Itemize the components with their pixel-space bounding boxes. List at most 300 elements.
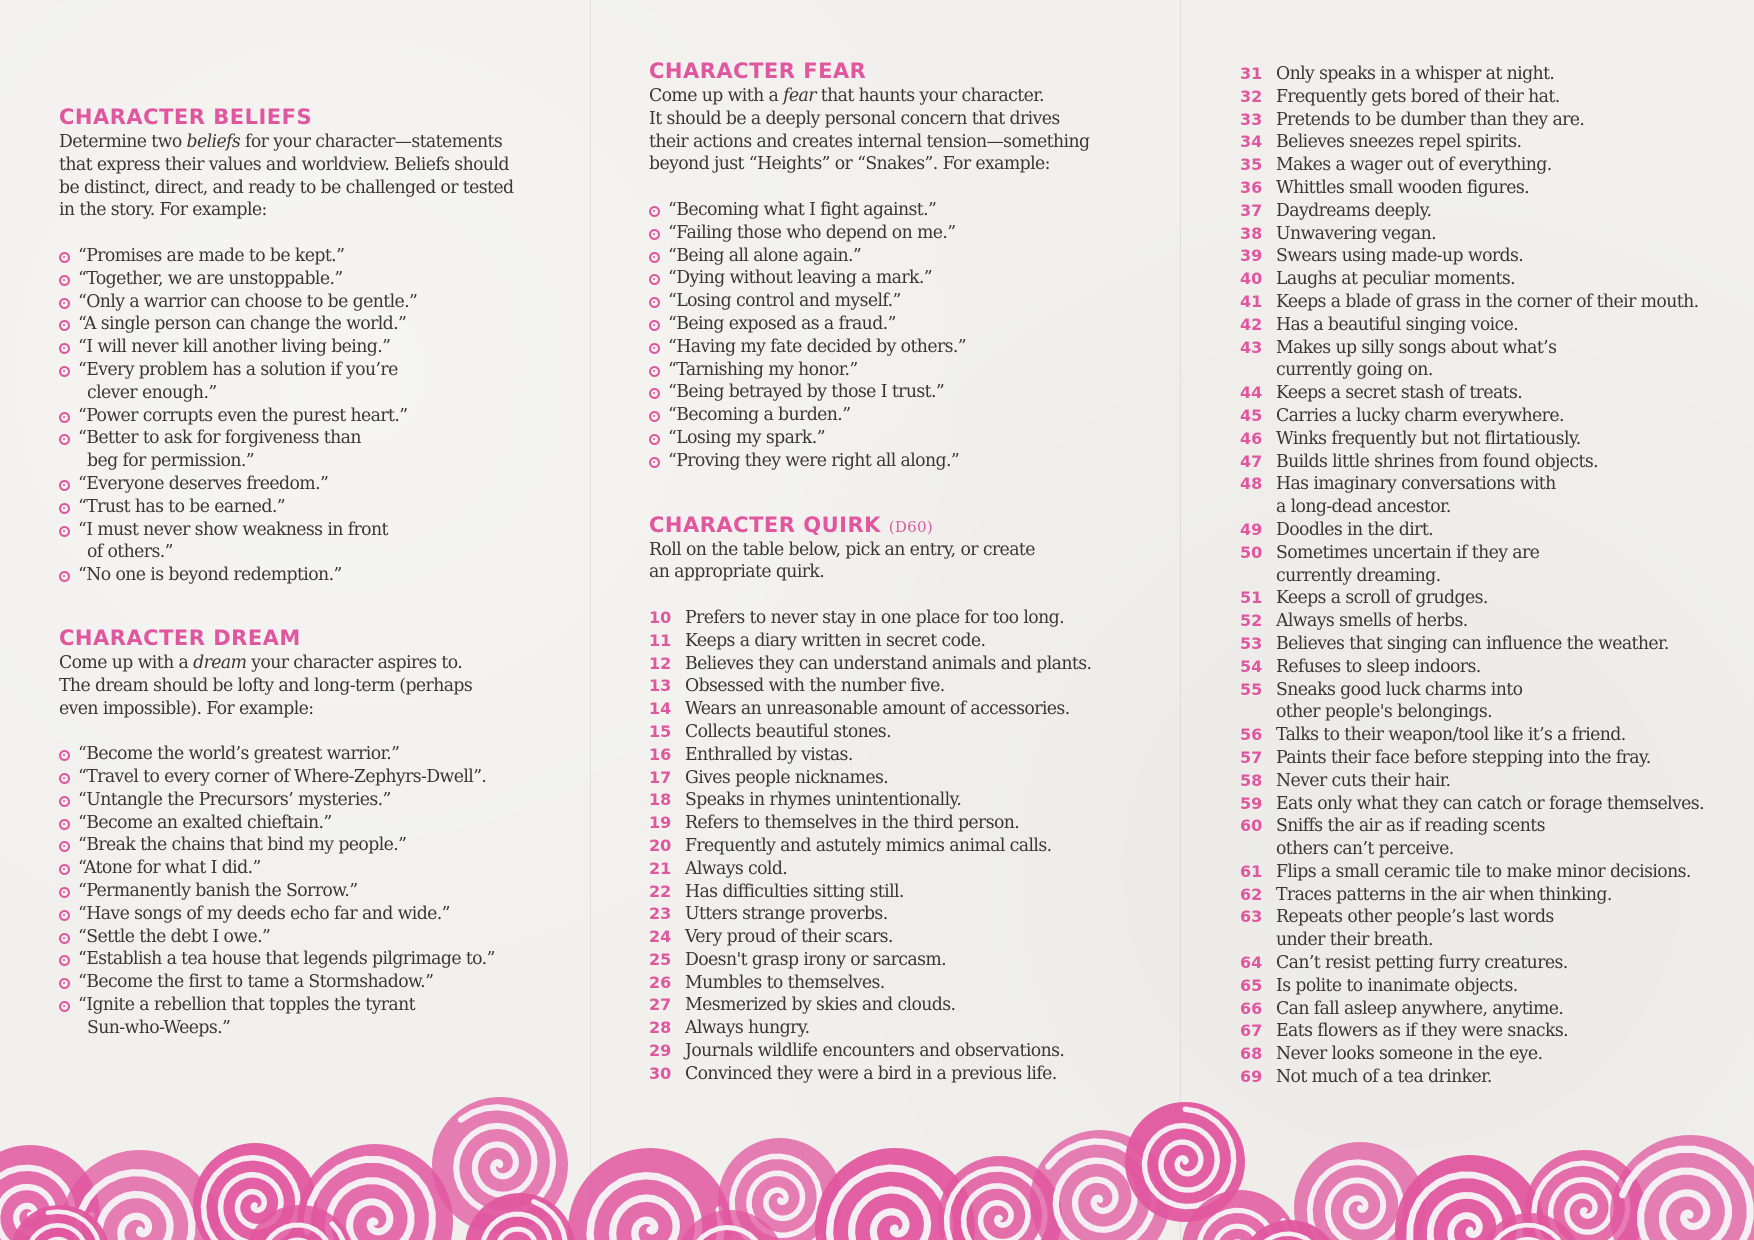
quirk-entry [649, 926, 1091, 949]
quirk-entry [649, 949, 1091, 972]
quirk-entry [649, 721, 1091, 744]
quirk-roll-number: 44 [1240, 383, 1263, 403]
quirk-roll-number: 15 [649, 721, 672, 741]
spiral-bullet-icon [59, 955, 70, 966]
list-item-text: “Tarnishing my honor.” [668, 359, 858, 380]
quirk-intro [649, 539, 1091, 585]
list-item-text: “I must never show weakness in front [78, 519, 388, 540]
spiral-bullet-icon [59, 343, 70, 354]
quirk-entry [1240, 154, 1704, 177]
quirk-roll-number: 12 [649, 653, 672, 673]
quirk-roll-number: 45 [1240, 405, 1263, 425]
list-item [59, 857, 513, 880]
quirk-entry [649, 630, 1091, 653]
quirk-text: Keeps a blade of grass in the corner of their mouth. [1276, 291, 1699, 312]
quirk-text: Refers to themselves in the third person. [685, 813, 1020, 834]
list-item-text: “Proving they were right all along.” [668, 450, 960, 471]
quirk-entry [1240, 223, 1704, 246]
quirk-entry [1240, 291, 1704, 314]
spiral-bullet-icon [649, 274, 660, 285]
intro-line [649, 153, 1091, 176]
quirk-text: Daydreams deeply. [1276, 200, 1432, 221]
quirk-entry [1240, 268, 1704, 291]
quirk-entry [1240, 109, 1704, 132]
intro-line [59, 199, 513, 222]
intro-text: be distinct, direct, and ready to be challenged or tested [59, 177, 514, 198]
spiral-bullet-icon [59, 298, 70, 309]
quirk-text: currently dreaming. [1276, 565, 1441, 586]
quirk-roll-number: 68 [1240, 1044, 1263, 1064]
quirk-roll-number: 21 [649, 858, 672, 878]
quirk-section [649, 512, 1091, 1086]
quirk-entry [649, 972, 1091, 995]
spiral-bullet-icon [59, 252, 70, 263]
quirk-text: Always smells of herbs. [1276, 611, 1468, 632]
quirk-roll-number: 28 [649, 1018, 672, 1038]
list-item [649, 450, 1091, 473]
list-item [649, 267, 1091, 290]
quirk-text: Flips a small ceramic tile to make minor decisions. [1276, 861, 1691, 882]
quirk-roll-number: 49 [1240, 519, 1263, 539]
spiral-bullet-icon [649, 366, 660, 377]
quirk-roll-number: 32 [1240, 86, 1263, 106]
quirk-entry [1240, 975, 1704, 998]
list-item-text: “Having my fate decided by others.” [668, 336, 967, 357]
list-item [59, 926, 513, 949]
quirk-text: Can’t resist petting furry creatures. [1276, 953, 1568, 974]
quirk-roll-number: 14 [649, 699, 672, 719]
quirk-roll-number: 26 [649, 972, 672, 992]
quirk-text: Never cuts their hair. [1276, 770, 1451, 791]
intro-text: that haunts your character. [815, 86, 1044, 106]
intro-text: that express their values and worldview. Beliefs should [59, 154, 509, 175]
fear-section [649, 58, 1091, 473]
quirk-heading-title: CHARACTER QUIRK [649, 512, 881, 537]
quirk-text: Unwavering vegan. [1276, 223, 1437, 244]
quirk-text: Speaks in rhymes unintentionally. [685, 790, 962, 811]
quirk-roll-number: 46 [1240, 428, 1263, 448]
beliefs-list [59, 245, 513, 587]
page-fold-right [1180, 0, 1181, 1240]
quirk-text: under their breath. [1276, 930, 1433, 951]
list-item-text: “Together, we are unstoppable.” [78, 268, 343, 289]
quirk-text: Has a beautiful singing voice. [1276, 314, 1519, 335]
quirk-text: Talks to their weapon/tool like it’s a friend. [1276, 725, 1626, 746]
list-item-text: clever enough.” [87, 382, 217, 403]
quirk-roll-number: 62 [1240, 884, 1263, 904]
quirk-roll-number: 56 [1240, 725, 1263, 745]
quirk-entry [1240, 861, 1704, 884]
quirk-roll-number: 30 [649, 1063, 672, 1083]
list-item [59, 766, 513, 789]
list-item-text: “Break the chains that bind my people.” [78, 835, 407, 856]
list-item [649, 313, 1091, 336]
quirk-roll-number: 65 [1240, 975, 1263, 995]
quirk-roll-number: 47 [1240, 451, 1263, 471]
list-item [59, 519, 513, 565]
spiral-bullet-icon [649, 411, 660, 422]
list-item [59, 812, 513, 835]
spiral-bullet-icon [59, 796, 70, 807]
quirk-text: Refuses to sleep indoors. [1276, 656, 1481, 677]
dream-intro [59, 652, 513, 720]
spiral-bullet-icon [649, 297, 660, 308]
quirk-entry [1240, 610, 1704, 633]
quirk-heading [649, 512, 1091, 539]
quirk-entry [1240, 952, 1704, 975]
quirk-entry [1240, 382, 1704, 405]
quirk-roll-number: 19 [649, 813, 672, 833]
intro-line [59, 698, 513, 721]
list-item [649, 245, 1091, 268]
fear-heading: CHARACTER FEAR [649, 59, 867, 83]
spiral-swirl-icon [1610, 1135, 1754, 1240]
quirk-text: Prefers to never stay in one place for too long. [685, 607, 1064, 628]
quirk-entry [649, 881, 1091, 904]
quirk-roll-number: 17 [649, 767, 672, 787]
quirk-text: Carries a lucky charm everywhere. [1276, 405, 1564, 426]
fear-list [649, 199, 1091, 473]
quirk-text: Wears an unreasonable amount of accessories. [685, 699, 1070, 720]
quirk-text: Mesmerized by skies and clouds. [685, 995, 956, 1016]
quirk-table-part-1 [649, 607, 1091, 1086]
quirk-roll-number: 54 [1240, 656, 1263, 676]
quirk-text: Eats flowers as if they were snacks. [1276, 1021, 1569, 1042]
spiral-bullet-icon [59, 1001, 70, 1012]
column-middle [649, 58, 1091, 1086]
quirk-entry [1240, 906, 1704, 952]
spiral-bullet-icon [59, 434, 70, 445]
quirk-entry [1240, 131, 1704, 154]
quirk-text: Keeps a secret stash of treats. [1276, 383, 1523, 404]
quirk-roll-number: 51 [1240, 588, 1263, 608]
intro-text: for your character—statements [240, 132, 503, 152]
intro-line [649, 561, 1091, 584]
quirk-entry [1240, 1020, 1704, 1043]
spiral-bullet-icon [59, 841, 70, 852]
intro-text: Come up with a [649, 86, 784, 106]
spiral-bullet-icon [59, 750, 70, 761]
list-item [59, 834, 513, 857]
quirk-entry [649, 653, 1091, 676]
quirk-text: Doesn't grasp irony or sarcasm. [685, 949, 947, 970]
list-item [59, 473, 513, 496]
quirk-roll-number: 39 [1240, 246, 1263, 266]
quirk-roll-number: 66 [1240, 998, 1263, 1018]
list-item-text: “Dying without leaving a mark.” [668, 268, 933, 289]
quirk-entry [649, 994, 1091, 1017]
list-item-text: “Travel to every corner of Where-Zephyrs-Dwell”. [78, 766, 487, 787]
quirk-roll-number: 61 [1240, 861, 1263, 881]
list-item [649, 222, 1091, 245]
quirk-entry [1240, 519, 1704, 542]
quirk-roll-number: 10 [649, 607, 672, 627]
quirk-entry [1240, 656, 1704, 679]
quirk-entry [649, 675, 1091, 698]
intro-text: in the story. For example: [59, 200, 267, 221]
quirk-text: Whittles small wooden figures. [1276, 177, 1530, 198]
list-item-text: “Being betrayed by those I trust.” [668, 382, 945, 403]
spiral-bullet-icon [59, 933, 70, 944]
quirk-roll-number: 63 [1240, 907, 1263, 927]
list-item-text: “Atone for what I did.” [78, 858, 261, 879]
quirk-text: Builds little shrines from found objects. [1276, 451, 1598, 472]
quirk-text: Believes that singing can influence the weather. [1276, 633, 1669, 654]
list-item-text: “Become the world’s greatest warrior.” [78, 744, 400, 765]
intro-text: even impossible). For example: [59, 698, 314, 719]
list-item-text: “Ignite a rebellion that topples the tyrant [78, 994, 415, 1015]
quirk-roll-number: 11 [649, 630, 672, 650]
quirk-roll-number: 23 [649, 904, 672, 924]
quirk-text: Laughs at peculiar moments. [1276, 269, 1516, 290]
list-item [59, 971, 513, 994]
quirk-entry [649, 812, 1091, 835]
quirk-entry [1240, 177, 1704, 200]
quirk-text: Swears using made-up words. [1276, 246, 1524, 267]
quirk-roll-number: 27 [649, 995, 672, 1015]
spiral-bullet-icon [59, 864, 70, 875]
list-item-text: “Everyone deserves freedom.” [78, 473, 329, 494]
list-item-text: “Settle the debt I owe.” [78, 926, 271, 947]
quirk-text: Enthralled by vistas. [685, 744, 853, 765]
quirk-text: Never looks someone in the eye. [1276, 1044, 1543, 1065]
quirk-roll-number: 41 [1240, 291, 1263, 311]
list-item [59, 336, 513, 359]
quirk-text: Only speaks in a whisper at night. [1276, 64, 1555, 84]
quirk-text: Sometimes uncertain if they are [1276, 542, 1540, 563]
quirk-roll-number: 53 [1240, 633, 1263, 653]
quirk-entry [1240, 724, 1704, 747]
list-item-text: “Being exposed as a fraud.” [668, 313, 896, 334]
quirk-text: Collects beautiful stones. [685, 721, 891, 742]
quirk-text: Journals wildlife encounters and observations. [685, 1041, 1065, 1062]
quirk-entry [1240, 200, 1704, 223]
quirk-roll-number: 31 [1240, 64, 1263, 83]
list-item [649, 290, 1091, 313]
quirk-entry [1240, 770, 1704, 793]
beliefs-section [59, 104, 513, 587]
list-item [59, 564, 513, 587]
quirk-text: Doodles in the dirt. [1276, 519, 1434, 540]
quirk-entry [1240, 542, 1704, 588]
quirk-entry [649, 1017, 1091, 1040]
quirk-entry [1240, 747, 1704, 770]
list-item [649, 199, 1091, 222]
spiral-bullet-icon [59, 819, 70, 830]
quirk-roll-number: 60 [1240, 816, 1263, 836]
quirk-entry [1240, 815, 1704, 861]
intro-text: Determine two [59, 132, 187, 152]
spiral-bullet-icon [649, 457, 660, 468]
list-item [649, 336, 1091, 359]
quirk-entry [649, 1040, 1091, 1063]
quirk-text: others can’t perceive. [1276, 839, 1454, 860]
spiral-bullet-icon [59, 526, 70, 537]
intro-emphasis: fear [783, 86, 816, 106]
spiral-bullet-icon [649, 434, 660, 445]
list-item-text: “Power corrupts even the purest heart.” [78, 405, 408, 426]
quirk-text: Makes up silly songs about what’s [1276, 337, 1557, 358]
quirk-text: Pretends to be dumber than they are. [1276, 109, 1585, 130]
quirk-roll-number: 25 [649, 949, 672, 969]
quirk-text: Keeps a diary written in secret code. [685, 630, 986, 651]
list-item [59, 496, 513, 519]
intro-text: Come up with a [59, 652, 194, 673]
intro-text: your character aspires to. [246, 652, 463, 673]
intro-line [59, 131, 513, 154]
intro-text: an appropriate quirk. [649, 562, 825, 583]
quirk-text: Frequently gets bored of their hat. [1276, 86, 1560, 107]
quirk-roll-number: 59 [1240, 793, 1263, 813]
spiral-bullet-icon [649, 343, 660, 354]
quirk-roll-number: 58 [1240, 770, 1263, 790]
list-item [649, 359, 1091, 382]
quirk-text: Frequently and astutely mimics animal calls. [685, 835, 1052, 856]
quirk-roll-number: 38 [1240, 223, 1263, 243]
spiral-bullet-icon [59, 887, 70, 898]
list-item-text: “Only a warrior can choose to be gentle.” [78, 291, 418, 312]
list-item [59, 268, 513, 291]
intro-text: beyond just “Heights” or “Snakes”. For example: [649, 154, 1050, 175]
quirk-text: Sniffs the air as if reading scents [1276, 816, 1545, 837]
column-left [59, 104, 513, 1039]
intro-line [649, 108, 1091, 131]
spiral-bullet-icon [59, 503, 70, 514]
list-item-text: “Permanently banish the Sorrow.” [78, 880, 358, 901]
intro-text: their actions and creates internal tension—something [649, 131, 1090, 152]
intro-text: It should be a deeply personal concern that drives [649, 108, 1060, 129]
spiral-bullet-icon [59, 910, 70, 921]
list-item [59, 789, 513, 812]
quirk-roll-number: 42 [1240, 314, 1263, 334]
spiral-bullet-icon [649, 229, 660, 240]
quirk-roll-number: 69 [1240, 1067, 1263, 1087]
spiral-bullet-icon [649, 320, 660, 331]
spiral-bullet-icon [59, 412, 70, 423]
quirk-dice-label: (D60) [888, 517, 934, 536]
quirk-entry [1240, 337, 1704, 383]
list-item-text: “Losing my spark.” [668, 427, 825, 448]
quirk-text: Very proud of their scars. [685, 927, 893, 948]
intro-line [649, 85, 1091, 108]
spiral-bullet-icon [59, 320, 70, 331]
intro-emphasis: beliefs [186, 132, 241, 152]
dream-section [59, 625, 513, 1040]
quirk-text: Utters strange proverbs. [685, 904, 888, 925]
list-item-text: “Losing control and myself.” [668, 291, 901, 312]
list-item-text: beg for permission.” [87, 451, 254, 472]
quirk-entry [1240, 793, 1704, 816]
quirk-entry [1240, 405, 1704, 428]
list-item [59, 994, 513, 1040]
quirk-roll-number: 40 [1240, 269, 1263, 289]
list-item-text: “Become the first to tame a Stormshadow.” [78, 972, 434, 993]
quirk-entry [649, 698, 1091, 721]
quirk-entry [649, 744, 1091, 767]
list-item-text: “No one is beyond redemption.” [78, 565, 342, 586]
list-item [59, 245, 513, 268]
quirk-entry [1240, 86, 1704, 109]
intro-line [59, 177, 513, 200]
list-item [59, 405, 513, 428]
list-item-text: “Untangle the Precursors’ mysteries.” [78, 789, 391, 810]
quirk-entry [1240, 245, 1704, 268]
dream-list [59, 743, 513, 1039]
list-item [649, 404, 1091, 427]
quirk-entry [649, 607, 1091, 630]
spiral-bullet-icon [649, 206, 660, 217]
quirk-roll-number: 36 [1240, 177, 1263, 197]
list-item-text: “Failing those who depend on me.” [668, 222, 956, 243]
quirk-entry [1240, 998, 1704, 1021]
quirk-text: other people's belongings. [1276, 702, 1492, 723]
list-item-text: “Trust has to be earned.” [78, 496, 286, 517]
intro-emphasis: dream [193, 652, 247, 673]
list-item [59, 880, 513, 903]
beliefs-heading: CHARACTER BELIEFS [59, 105, 313, 129]
quirk-roll-number: 24 [649, 927, 672, 947]
quirk-text: Is polite to inanimate objects. [1276, 975, 1518, 996]
column-right [1240, 63, 1704, 1089]
quirk-text: Not much of a tea drinker. [1276, 1067, 1492, 1088]
spiral-bullet-icon [649, 388, 660, 399]
quirk-roll-number: 57 [1240, 747, 1263, 767]
quirk-text: Convinced they were a bird in a previous life. [685, 1063, 1057, 1084]
list-item [59, 743, 513, 766]
list-item-text: “Becoming a burden.” [668, 405, 851, 426]
beliefs-intro [59, 131, 513, 222]
quirk-roll-number: 33 [1240, 109, 1263, 129]
intro-line [59, 675, 513, 698]
quirk-roll-number: 13 [649, 676, 672, 696]
intro-line [649, 131, 1091, 154]
quirk-entry [1240, 451, 1704, 474]
quirk-text: Always cold. [685, 858, 788, 879]
list-item-text: “Become an exalted chieftain.” [78, 812, 332, 833]
quirk-entry [649, 835, 1091, 858]
list-item [59, 359, 513, 405]
list-item-text: “Better to ask for forgiveness than [78, 428, 361, 449]
quirk-entry [649, 858, 1091, 881]
quirk-entry [1240, 428, 1704, 451]
quirk-text: Keeps a scroll of grudges. [1276, 588, 1488, 609]
quirk-entry [1240, 314, 1704, 337]
quirk-entry [649, 903, 1091, 926]
quirk-roll-number: 67 [1240, 1021, 1263, 1041]
quirk-roll-number: 20 [649, 835, 672, 855]
list-item [59, 903, 513, 926]
quirk-text: a long-dead ancestor. [1276, 497, 1451, 518]
list-item-text: “Every problem has a solution if you’re [78, 359, 398, 380]
spiral-bullet-icon [59, 571, 70, 582]
quirk-text: Can fall asleep anywhere, anytime. [1276, 998, 1564, 1019]
spiral-bullet-icon [59, 275, 70, 286]
spiral-bullet-icon [59, 480, 70, 491]
intro-text: The dream should be lofty and long-term (perhaps [59, 675, 473, 696]
quirk-text: Makes a wager out of everything. [1276, 155, 1552, 176]
fear-intro [649, 85, 1091, 176]
spiral-bullet-icon [59, 773, 70, 784]
quirk-text: Believes sneezes repel spirits. [1276, 132, 1522, 153]
quirk-text: Winks frequently but not flirtatiously. [1276, 428, 1581, 449]
quirk-roll-number: 37 [1240, 200, 1263, 220]
quirk-entry [1240, 63, 1704, 86]
quirk-text: currently going on. [1276, 360, 1433, 381]
quirk-roll-number: 43 [1240, 337, 1263, 357]
spiral-bullet-icon [649, 252, 660, 263]
list-item-text: “Promises are made to be kept.” [78, 245, 345, 266]
quirk-text: Has imaginary conversations with [1276, 474, 1556, 495]
